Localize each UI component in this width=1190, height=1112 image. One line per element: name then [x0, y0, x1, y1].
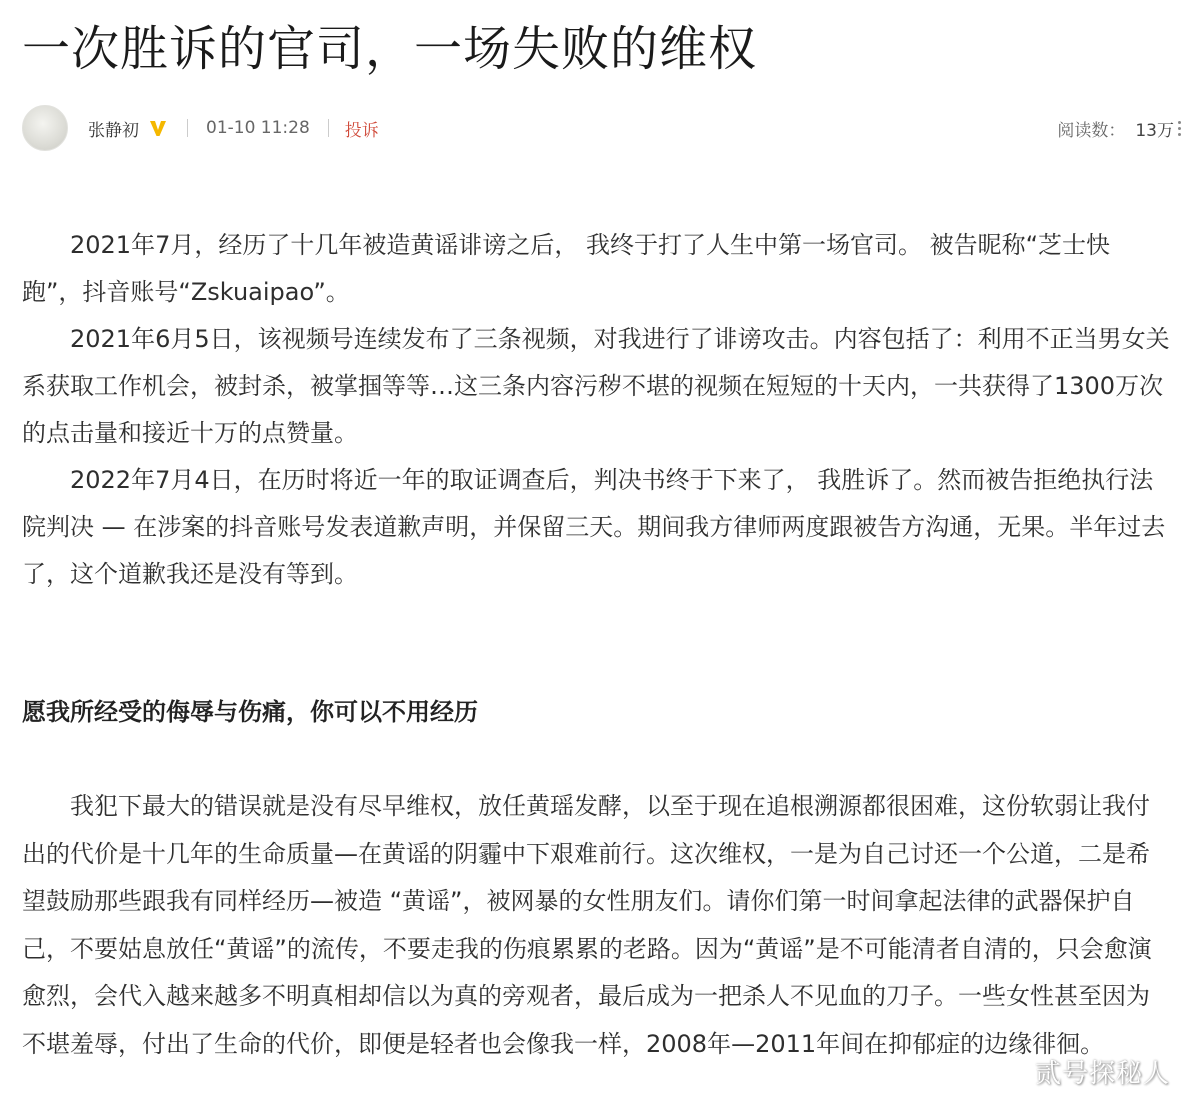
article-subheading: 愿我所经受的侮辱与伤痛，你可以不用经历 — [22, 698, 478, 726]
verified-v-icon — [147, 117, 169, 139]
meta-divider — [187, 119, 188, 137]
paragraph: 2021年6月5日，该视频号连续发布了三条视频，对我进行了诽谤攻击。内容包括了：利用不正当男女关系获取工作机会，被封杀，被掌掴等等…这三条内容污秽不堪的视频在短短的十天内，一共获得了1300万次的点击量和接近十万的点赞量。 — [22, 325, 1170, 447]
paragraph: 我犯下最大的错误就是没有尽早维权，放任黄瑶发酵，以至于现在追根溯源都很困难，这份软弱让我付出的代价是十几年的生命质量—在黄谣的阴霾中下艰难前行。这次维权，一是为自己讨还一个公道，二是希望鼓励那些跟我有同样经历—被造 “黄谣”，被网暴的女性朋友们。请你们第一时间拿起法律的武器保护自己，不要姑息放任“黄谣”的流传，不要走我的伤痕累累的老路。因为“黄谣”是不可能清者自清的，只会愈演愈烈，会代入越来越多不明真相却信以为真的旁观者，最后成为一把杀人不见血的刀子。一些女性甚至因为不堪羞辱，付出了生命的代价，即便是轻者也会像我一样，2008年—2011年间在抑郁症的边缘徘徊。 — [22, 792, 1152, 1058]
more-options-icon[interactable] — [1178, 121, 1182, 136]
publish-time: 01-10 11:28 — [206, 118, 310, 138]
article-body-part2 — [22, 783, 1170, 1068]
article-title: 一次胜诉的官司，一场失败的维权 — [22, 21, 758, 77]
meta-divider — [328, 119, 329, 137]
article-body-part1 — [22, 222, 1170, 598]
paragraph: 2021年7月，经历了十几年被造黄谣诽谤之后， 我终于打了人生中第一场官司。 被告昵称“芝士快跑”，抖音账号“Zskuaipao”。 — [22, 231, 1111, 306]
read-count — [1057, 116, 1182, 141]
paragraph: 2022年7月4日，在历时将近一年的取证调查后，判决书终于下来了， 我胜诉了。然而被告拒绝执行法院判决 — 在涉案的抖音账号发表道歉声明，并保留三天。期间我方律师两度跟被告方沟通，无果。半年过去了，这个道歉我还是没有等到。 — [22, 466, 1166, 588]
read-count-value: 13万 — [1135, 120, 1174, 141]
author-name[interactable]: 张静初 — [88, 120, 139, 141]
report-link[interactable]: 投诉 — [344, 120, 379, 141]
watermark: 贰号探秘人 — [1034, 1059, 1170, 1089]
read-count-label: 阅读数： — [1057, 120, 1126, 141]
author-meta-bar — [22, 104, 1182, 152]
author-avatar[interactable] — [22, 105, 68, 151]
